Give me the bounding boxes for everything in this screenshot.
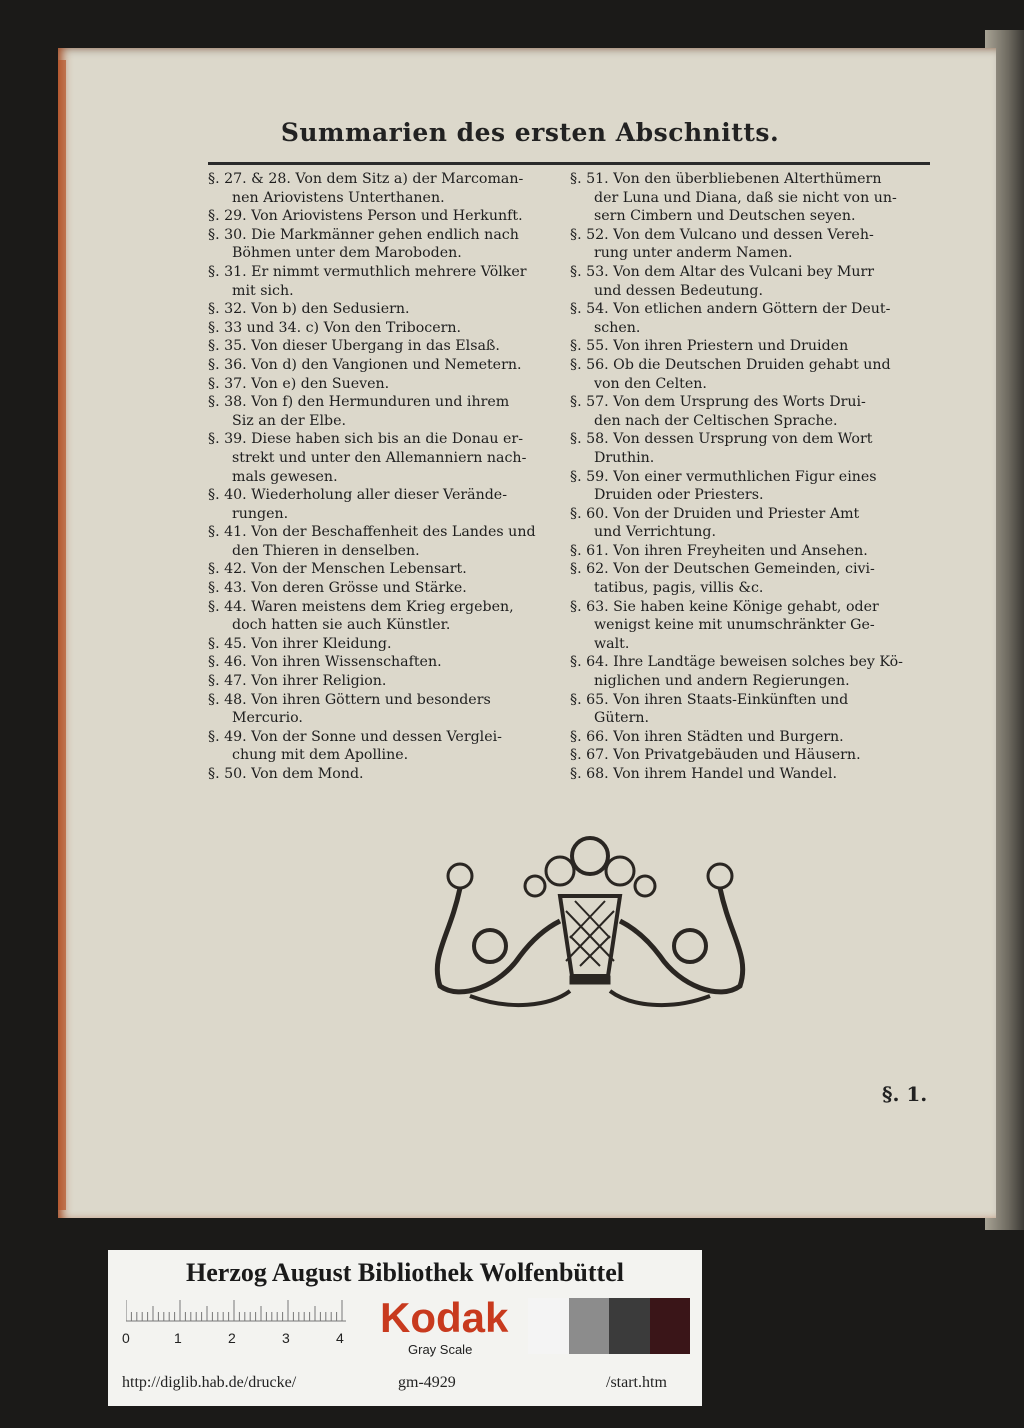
summary-entry: §. 62. Von der Deutschen Gemeinden, civi- [570, 561, 875, 578]
entry-continuation: wenigst keine mit unumschränkter Ge- [594, 617, 875, 634]
catchword: §. 1. [882, 1082, 928, 1106]
summary-entry: §. 47. Von ihrer Religion. [208, 673, 387, 690]
summary-entry: §. 35. Von dieser Ubergang in das Elsaß. [208, 338, 500, 355]
entry-continuation: mals gewesen. [232, 468, 338, 485]
entry-continuation: rungen. [232, 505, 289, 522]
entry-continuation: und Verrichtung. [594, 524, 716, 541]
title-rule [208, 162, 930, 165]
entry-continuation: doch hatten sie auch Künstler. [232, 617, 451, 634]
start-path: /start.htm [606, 1374, 667, 1391]
summary-entry: §. 39. Diese haben sich bis an die Donau er- [208, 431, 523, 448]
summary-entry: §. 52. Von dem Vulcano und dessen Vereh- [570, 226, 874, 243]
swatch [569, 1298, 610, 1354]
summary-entry: §. 36. Von d) den Vangionen und Nemetern. [208, 356, 522, 373]
page-gutter-edge [58, 60, 66, 1210]
library-url: http://diglib.hab.de/drucke/ [122, 1374, 297, 1391]
right-column [570, 170, 932, 784]
summary-entry: §. 38. Von f) den Hermunduren und ihrem [208, 394, 510, 411]
summary-entry: §. 56. Ob die Deutschen Druiden gehabt und [570, 356, 891, 373]
summary-entry: §. 48. Von ihren Göttern und besonders [208, 691, 491, 708]
entry-continuation: den Thieren in denselben. [232, 542, 420, 559]
shelfmark: gm-4929 [398, 1374, 456, 1391]
summary-entry: §. 41. Von der Beschaffenheit des Landes und [208, 524, 536, 541]
summary-entry: §. 59. Von einer vermuthlichen Figur eines [570, 468, 877, 485]
entry-continuation: Siz an der Elbe. [232, 412, 346, 429]
entry-continuation: den nach der Celtischen Sprache. [594, 412, 838, 429]
summary-entry: §. 40. Wiederholung aller dieser Verände- [208, 487, 507, 504]
summary-entry: §. 37. Von e) den Sueven. [208, 375, 390, 392]
ruler-number: 0 [122, 1330, 130, 1346]
ruler-number: 3 [282, 1330, 290, 1346]
summary-entry: §. 42. Von der Menschen Lebensart. [208, 561, 467, 578]
entry-continuation: tatibus, pagis, villis &c. [594, 580, 764, 597]
entry-continuation: Böhmen unter dem Maroboden. [232, 245, 462, 262]
summary-entry: §. 44. Waren meistens dem Krieg ergeben, [208, 598, 514, 615]
summary-entry: §. 32. Von b) den Sedusiern. [208, 301, 410, 318]
kodak-logo: Kodak [380, 1294, 509, 1341]
summary-entry: §. 67. Von Privatgebäuden und Häusern. [570, 747, 861, 764]
entry-continuation: chung mit dem Apolline. [232, 747, 409, 764]
entry-continuation: und dessen Bedeutung. [594, 282, 763, 299]
summary-entry: §. 45. Von ihrer Kleidung. [208, 635, 392, 652]
entry-continuation: Druiden oder Priesters. [594, 487, 764, 504]
page-title: Summarien des ersten Abschnitts. [280, 118, 780, 147]
entry-continuation: von den Celten. [594, 375, 707, 392]
ruler-scale [126, 1300, 346, 1322]
summary-entry: §. 30. Die Markmänner gehen endlich nach [208, 226, 519, 243]
ruler-number: 4 [336, 1330, 344, 1346]
swatch [650, 1298, 691, 1354]
summary-entry: §. 51. Von den überbliebenen Alterthümern [570, 171, 882, 187]
summary-entry: §. 64. Ihre Landtäge beweisen solches bey Kö- [570, 654, 903, 671]
swatch [609, 1298, 650, 1354]
gray-scale-label: Gray Scale [408, 1342, 473, 1357]
summary-entry: §. 50. Von dem Mond. [208, 766, 364, 782]
summary-entry: §. 61. Von ihren Freyheiten und Ansehen. [570, 542, 868, 559]
entry-continuation: Mercurio. [232, 710, 303, 727]
summary-entry: §. 43. Von deren Grösse und Stärke. [208, 580, 467, 597]
entry-continuation: sern Cimbern und Deutschen seyen. [594, 208, 856, 225]
flower-vase-ornament [410, 826, 770, 1016]
entry-continuation: mit sich. [232, 282, 294, 299]
entry-continuation: nen Ariovistens Unterthanen. [232, 189, 445, 206]
summary-entry: §. 54. Von etlichen andern Göttern der Deut- [570, 301, 891, 318]
entry-continuation: Druthin. [594, 449, 655, 466]
summary-entry: §. 27. & 28. Von dem Sitz a) der Marcoman- [208, 171, 524, 187]
summary-entry: §. 65. Von ihren Staats-Einkünften und [570, 691, 849, 708]
summary-entry: §. 57. Von dem Ursprung des Worts Drui- [570, 394, 866, 411]
summary-entry: §. 58. Von dessen Ursprung von dem Wort [570, 431, 873, 448]
summary-entry: §. 60. Von der Druiden und Priester Amt [570, 505, 860, 522]
left-column [208, 170, 570, 784]
entry-continuation: walt. [594, 635, 630, 652]
entry-continuation: niglichen und andern Regierungen. [594, 673, 850, 690]
summary-entry: §. 46. Von ihren Wissenschaften. [208, 654, 442, 671]
entry-continuation: Gütern. [594, 710, 649, 727]
summary-entry: §. 66. Von ihren Städten und Burgern. [570, 728, 844, 745]
summary-entry: §. 49. Von der Sonne und dessen Verglei- [208, 728, 502, 745]
ruler-number: 1 [174, 1330, 182, 1346]
summary-entry: §. 53. Von dem Altar des Vulcani bey Murr [570, 263, 875, 280]
ruler-number: 2 [228, 1330, 236, 1346]
entry-continuation: schen. [594, 319, 641, 336]
entry-continuation: rung unter anderm Namen. [594, 245, 793, 262]
entry-continuation: der Luna und Diana, daß sie nicht von un- [594, 189, 897, 206]
summary-entry: §. 33 und 34. c) Von den Tribocern. [208, 319, 462, 336]
color-calibration-card [108, 1250, 702, 1406]
summary-entry: §. 31. Er nimmt vermuthlich mehrere Völker [208, 263, 527, 280]
summary-entry: §. 55. Von ihren Priestern und Druiden [570, 338, 849, 355]
summary-entry: §. 29. Von Ariovistens Person und Herkunft. [208, 208, 523, 225]
entry-continuation: strekt und unter den Allemanniern nach- [232, 449, 527, 466]
summary-entry: §. 68. Von ihrem Handel und Wandel. [570, 766, 837, 782]
summary-entry: §. 63. Sie haben keine Könige gehabt, oder [570, 598, 879, 615]
swatch [528, 1298, 569, 1354]
gray-scale-swatches [528, 1298, 690, 1354]
library-name: Herzog August Bibliothek Wolfenbüttel [186, 1258, 624, 1287]
